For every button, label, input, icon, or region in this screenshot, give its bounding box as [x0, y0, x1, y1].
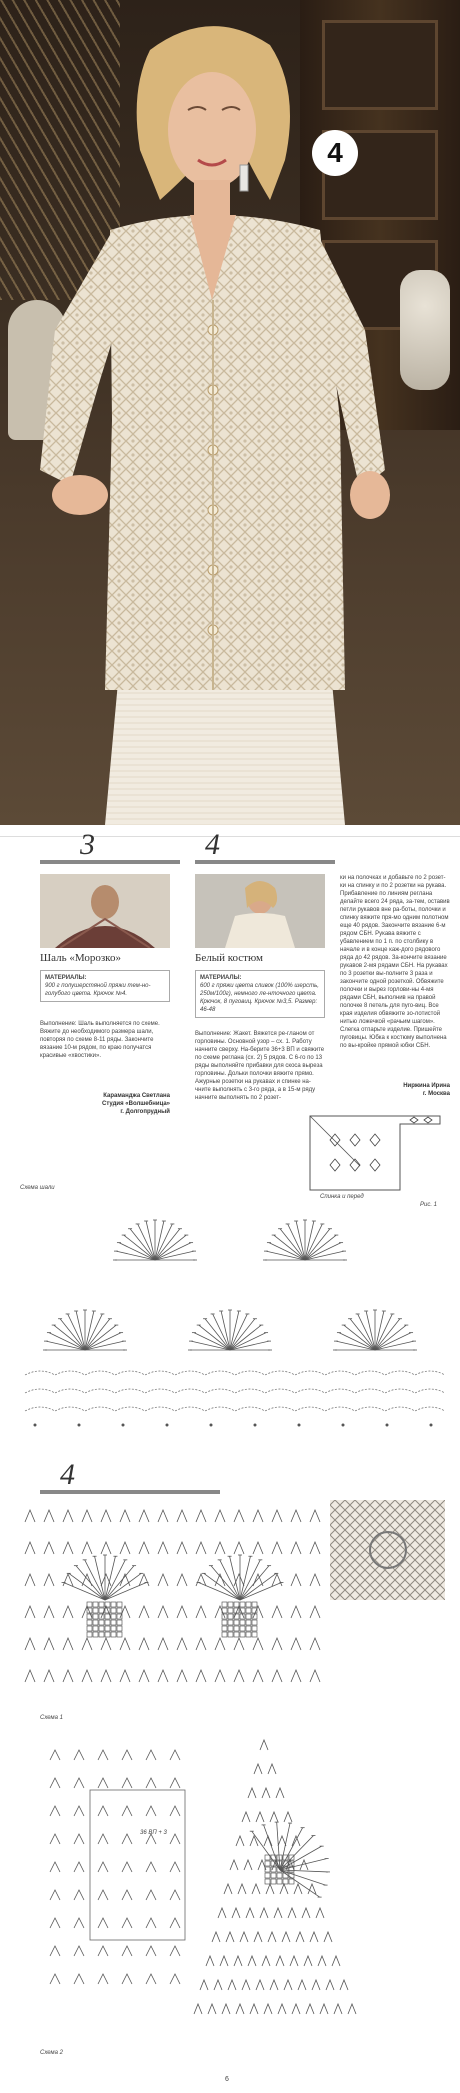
shawl-chart-caption: Схема шали [20, 1185, 55, 1191]
model-photo [0, 0, 460, 825]
page-number: 6 [225, 2076, 229, 2083]
scheme-2-caption: Схема 2 [40, 2050, 63, 2056]
shawl-title: Шаль «Морозко» [40, 952, 121, 964]
suit-author [340, 1082, 450, 1098]
author-city: г. Долгопрудный [120, 1109, 170, 1115]
raglan-figure [300, 1110, 450, 1210]
author-name: Караманджа Светлана [103, 1093, 170, 1099]
section-header-4-schemes [40, 1460, 220, 1494]
figure-caption: Рис. 1 [420, 1202, 438, 1208]
shawl-thumbnail [40, 874, 170, 948]
shawl-instructions: Выполнение: Шаль выполняется по схеме. Вяжите до необходимого размера шали, повторяя по схеме 8-11 ряды. Закончите вязание 10-м рядом, по краю получатся красивые «хвостики». [40, 1021, 160, 1059]
figure-note: Спинка и перед [320, 1194, 364, 1200]
scheme-1-caption: Схема 1 [40, 1715, 63, 1721]
vp-label: 36 ВП + 3 [140, 1830, 167, 1836]
section-number: 4 [205, 828, 220, 861]
section-header-3 [40, 830, 180, 864]
materials-heading: МАТЕРИАЛЫ: [45, 975, 87, 981]
section-number: 4 [60, 1458, 75, 1491]
scheme-1-chart [15, 1500, 335, 1710]
suit-instructions: Выполнение: Жакет. Вяжется ре-гланом от горловины. Основной узор – сх. 1. Работу начните сверху. На-берите 36+3 ВП и свяжите по схеме реглана (сх. 2) 5 рядов. С 6-го по 13 ряды выполняйте прибавки для скоса выреза горловины. Дольки полочки вяжите прямо. Ажурные розетки на рукавах и спинке на-чните выполнять с 3-го ряда, а в 15-м ряду начните выполнять по 2 розет- [195, 1031, 325, 1101]
materials-text: 600 г пряжи цвета сливок (100% шерсть, 250м/100г), немного ле-нточного цвета. Крючок, 8 пуговиц. Крючок №3,5. Размер: 46-48 [200, 983, 319, 1013]
section-number: 3 [80, 828, 95, 861]
author-studio: Студия «Волшебница» [102, 1101, 170, 1107]
pattern-article [0, 830, 460, 1450]
author-city: г. Москва [422, 1091, 450, 1097]
pattern-number-badge: 4 [312, 130, 358, 176]
shawl-materials [40, 970, 170, 1002]
shawl-crochet-chart [15, 1200, 445, 1430]
materials-heading: МАТЕРИАЛЫ: [200, 975, 242, 981]
suit-title: Белый костюм [195, 952, 263, 964]
suit-materials [195, 970, 325, 1018]
author-name: Ниржина Ирина [403, 1083, 450, 1089]
section-header-4 [195, 830, 335, 864]
materials-text: 900 г полушерстяной пряжи тем-но-голубого цвета. Крючок №4. [45, 983, 151, 997]
fabric-sample-photo [330, 1500, 445, 1600]
scheme-2-chart [40, 1730, 450, 2050]
woman-in-crochet-jacket [0, 0, 460, 825]
suit-instructions-cont: ки на полочках и добавьте по 2 розет-ки на спинку и по 2 розетки на рукава. Прибавление по линиям реглана делайте всего 24 ряда, за-тем, оставив петли рукавов вне ра-боты, полочки и спинку вяжите пря-мо одним полотном еще 40 рядов. Закончите вязание 6-м рядом СБН. Рукава вяжите с убавлением по 1 п. по столбику в начале и в конце каж-дого рядового ряда до 42 рядов. За-кончите вязание рукавов 2-мя рядами СБН. На рукавах по 3 розетки вы-полните 3 раза и закончите одной розеткой. Обвяжите полочки и вырез горлови-ны 4-мя рядами СБН, выполнив на правой полочке 8 петель для пуго-виц. Все края изделия обвяжите зо-лотистой нитью ложечкой «рачьим шагом». Слегка отпарьте изделие. Пришейте пуговицы. Юбка к костюму выполнена по вы-кройке прямой юбки СБН. [340, 875, 450, 1049]
shawl-author [40, 1092, 170, 1116]
suit-thumbnail [195, 874, 325, 948]
